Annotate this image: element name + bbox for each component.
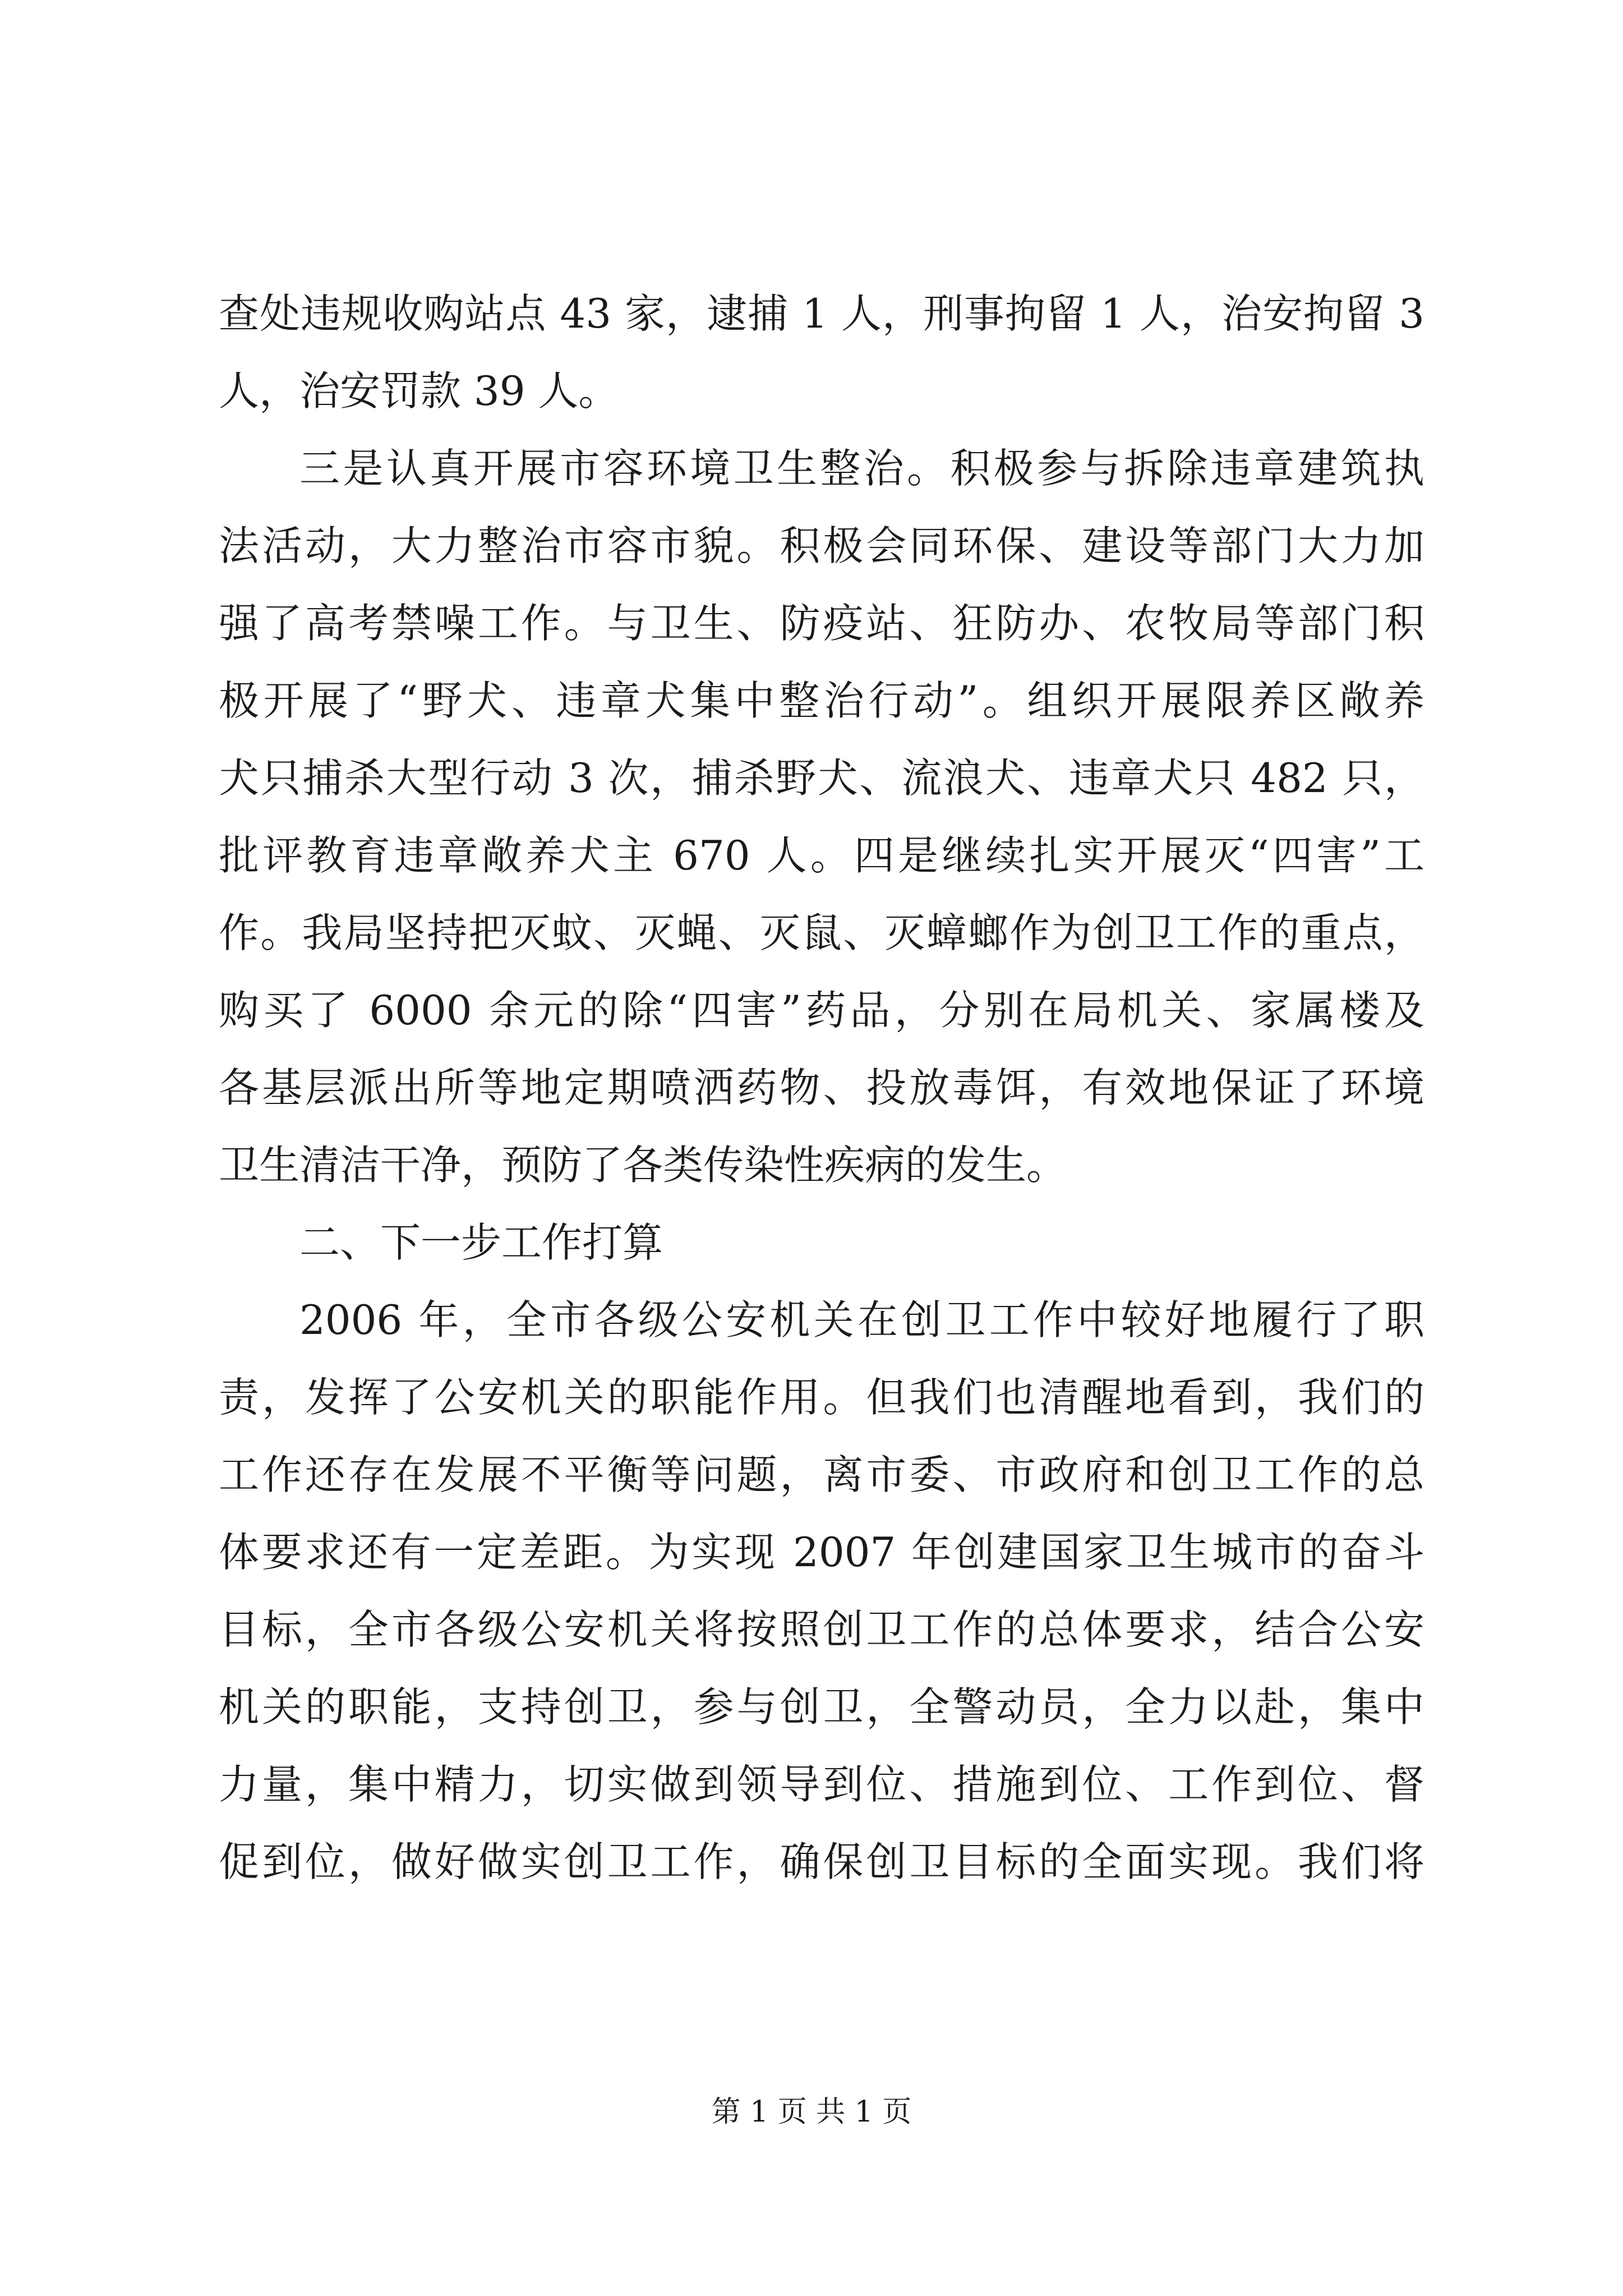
text-line: 批评教育违章敞养犬主 670 人。四是继续扎实开展灭“四害”工 [219, 832, 1424, 879]
text-line: 促到位，做好做实创卫工作，确保创卫目标的全面实现。我们将 [219, 1838, 1424, 1885]
text-line: 极开展了“野犬、违章犬集中整治行动”。组织开展限养区敞养 [219, 677, 1424, 724]
text-line: 卫生清洁干净，预防了各类传染性疾病的发生。 [219, 1142, 1067, 1189]
text-line: 体要求还有一定差距。为实现 2007 年创建国家卫生城市的奋斗 [219, 1529, 1424, 1576]
paragraph-start-line: 三是认真开展市容环境卫生整治。积极参与拆除违章建筑执 [299, 445, 1424, 492]
text-line: 人，治安罚款 39 人。 [219, 367, 619, 415]
page-footer: 第 1 页 共 1 页 [711, 2095, 912, 2129]
text-line: 查处违规收购站点 43 家，逮捕 1 人，刑事拘留 1 人，治安拘留 3 [219, 290, 1424, 337]
text-line: 强了高考禁噪工作。与卫生、防疫站、狂防办、农牧局等部门积 [219, 600, 1424, 647]
text-line: 目标，全市各级公安机关将按照创卫工作的总体要求，结合公安 [219, 1606, 1424, 1653]
text-line: 机关的职能，支持创卫，参与创卫，全警动员，全力以赴，集中 [219, 1683, 1424, 1731]
paragraph-start-line: 2006 年，全市各级公安机关在创卫工作中较好地履行了职 [299, 1296, 1424, 1343]
section-heading: 二、下一步工作打算 [299, 1219, 663, 1266]
text-line: 犬只捕杀大型行动 3 次，捕杀野犬、流浪犬、违章犬只 482 只， [219, 754, 1424, 802]
document-body [219, 275, 1424, 1901]
text-line: 力量，集中精力，切实做到领导到位、措施到位、工作到位、督 [219, 1761, 1424, 1808]
text-line: 作。我局坚持把灭蚊、灭蝇、灭鼠、灭蟑螂作为创卫工作的重点， [219, 909, 1424, 956]
text-line: 购买了 6000 余元的除“四害”药品，分别在局机关、家属楼及 [219, 987, 1424, 1034]
text-line: 工作还存在发展不平衡等问题，离市委、市政府和创卫工作的总 [219, 1451, 1424, 1498]
text-line: 各基层派出所等地定期喷洒药物、投放毒饵，有效地保证了环境 [219, 1064, 1424, 1111]
text-line: 法活动，大力整治市容市貌。积极会同环保、建设等部门大力加 [219, 522, 1424, 569]
text-line: 责，发挥了公安机关的职能作用。但我们也清醒地看到，我们的 [219, 1374, 1424, 1421]
